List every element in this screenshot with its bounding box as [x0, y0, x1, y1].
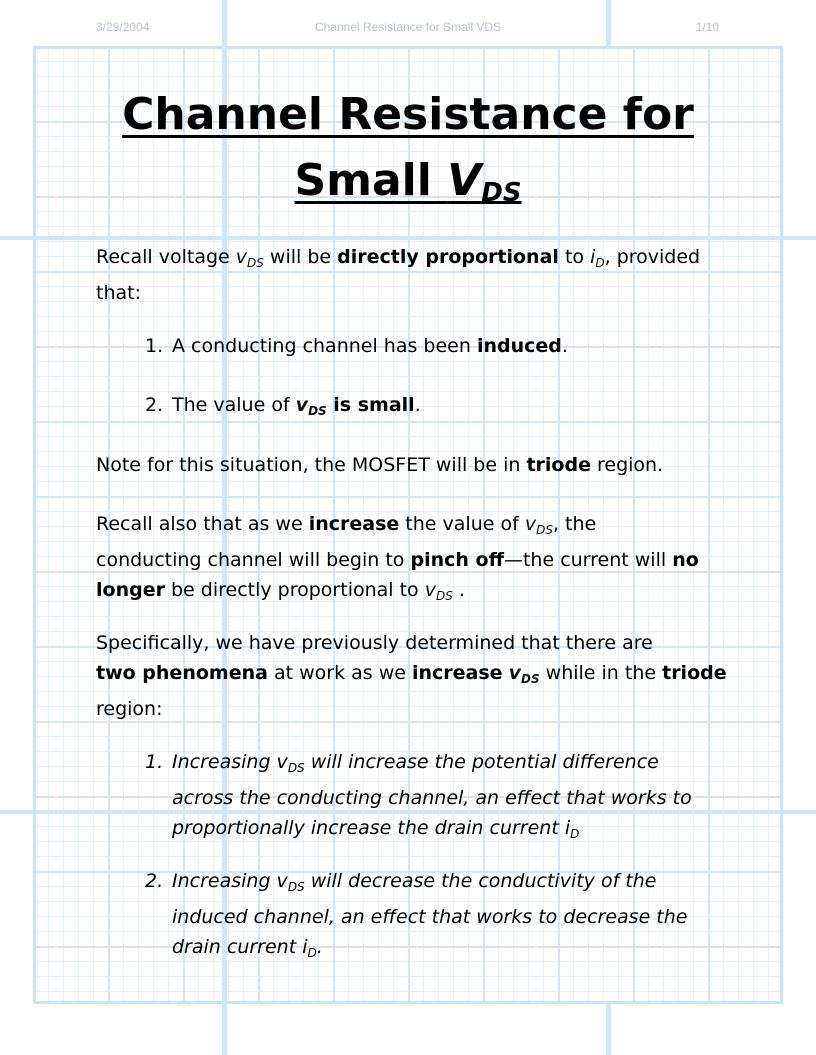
phenomenon-number-2: 2. — [145, 870, 164, 892]
condition-number-2: 2. — [145, 394, 164, 416]
intro-paragraph: Recall voltage $v_{DS}$ will be directly proportional to $i_D$, provided that: — [96, 246, 701, 304]
header-date: 3/29/2004 — [96, 20, 150, 34]
header-page-number: 1/10 — [695, 20, 719, 34]
header-title: Channel Resistance for Small VDS — [314, 20, 502, 34]
phenomenon-item-2: Increasing $v_{DS}$ will decrease the conductivity of the induced channel, an effect that works to decrease the drain current $i_D$. — [172, 870, 688, 960]
phenomenon-item-1: Increasing $v_{DS}$ will increase the potential difference across the conducting channel, an effect that works to proportionally increase the drain current $i_D$ — [172, 751, 692, 841]
page-title-line-2: Small $V_{DS}$ — [294, 155, 522, 208]
phenomenon-number-1: 1. — [145, 751, 164, 773]
condition-item-1: A conducting channel has been induced. — [172, 335, 568, 357]
page-title-line-1: Channel Resistance for — [122, 89, 694, 140]
condition-item-2: The value of $v_{DS}$ is small. — [172, 394, 421, 418]
specifically-paragraph: Specifically, we have previously determined that there are two phenomena at work as we increase $v_{DS}$ while in the triode region: — [96, 632, 727, 720]
condition-number-1: 1. — [145, 335, 164, 357]
recall-paragraph: Recall also that as we increase the value of $v_{DS}$, the conducting channel will begin to pinch off—the current will no longer be directly proportional to $v_{DS}$ . — [96, 513, 699, 603]
note-paragraph: Note for this situation, the MOSFET will be in triode region. — [96, 454, 664, 476]
